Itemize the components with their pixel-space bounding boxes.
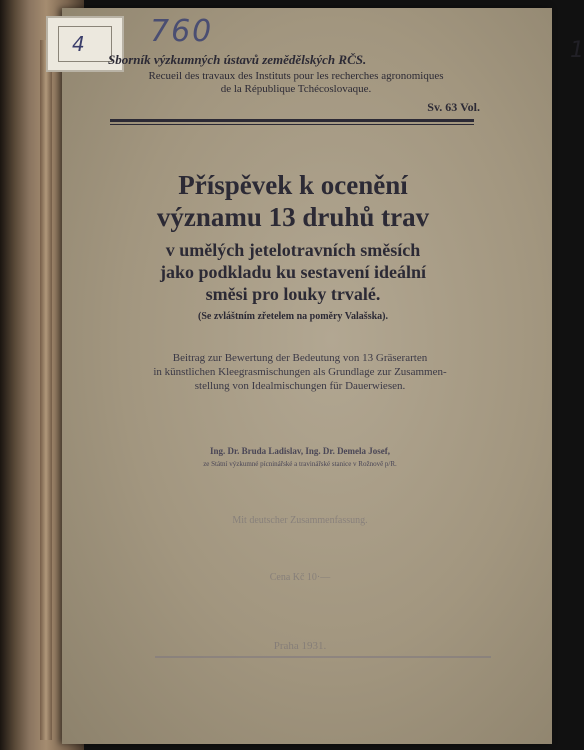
handwritten-inventory-number: 760 xyxy=(150,14,214,49)
title-line-4: jako podkladu ku sestavení ideální xyxy=(159,262,427,282)
spine-edge xyxy=(40,40,52,740)
german-title-line-1: Beitrag zur Bewertung der Bedeutung von 13 Gräserarten xyxy=(172,352,428,364)
series-subtitle-line1: Recueil des travaux des Instituts pour les recherches agronomiques xyxy=(148,70,444,82)
authors: Ing. Dr. Bruda Ladislav, Ing. Dr. Demela Josef, xyxy=(209,446,391,456)
series-subtitle-line2: de la République Tchécoslovaque. xyxy=(220,83,372,95)
header-rule xyxy=(110,119,474,122)
sticker-number: 4 xyxy=(72,32,85,56)
title-line-2: významu 13 druhů trav xyxy=(156,202,430,232)
german-title-line-3: stellung von Idealmischungen für Dauerwiesen. xyxy=(194,380,406,392)
german-title-line-2: in künstlichen Kleegrasmischungen als Grundlage zur Zusammen- xyxy=(153,366,447,378)
institute: ze Státní výzkumné pícninářské a travinářské stanice v Rožnově p/R. xyxy=(203,460,397,468)
sticker-frame xyxy=(58,26,112,62)
summary-note: Mit deutscher Zusammenfassung. xyxy=(232,515,368,526)
footer-rule xyxy=(155,656,491,658)
header-rule-thin xyxy=(110,124,474,125)
place-year: Praha 1931. xyxy=(273,640,327,652)
volume-label: Sv. 63 Vol. xyxy=(427,100,480,114)
title-line-1: Příspěvek k ocenění xyxy=(178,170,408,200)
title-note: (Se zvláštním zřetelem na poměry Valašska). xyxy=(198,311,388,322)
title-line-3: v umělých jetelotravních směsích xyxy=(165,240,421,260)
handwritten-corner-mark: 1 xyxy=(570,38,584,63)
price: Cena Kč 10·— xyxy=(269,572,331,583)
title-line-5: směsi pro louky trvalé. xyxy=(205,284,381,304)
series-title: Sborník výzkumných ústavů zemědělských RČS. xyxy=(108,52,367,67)
